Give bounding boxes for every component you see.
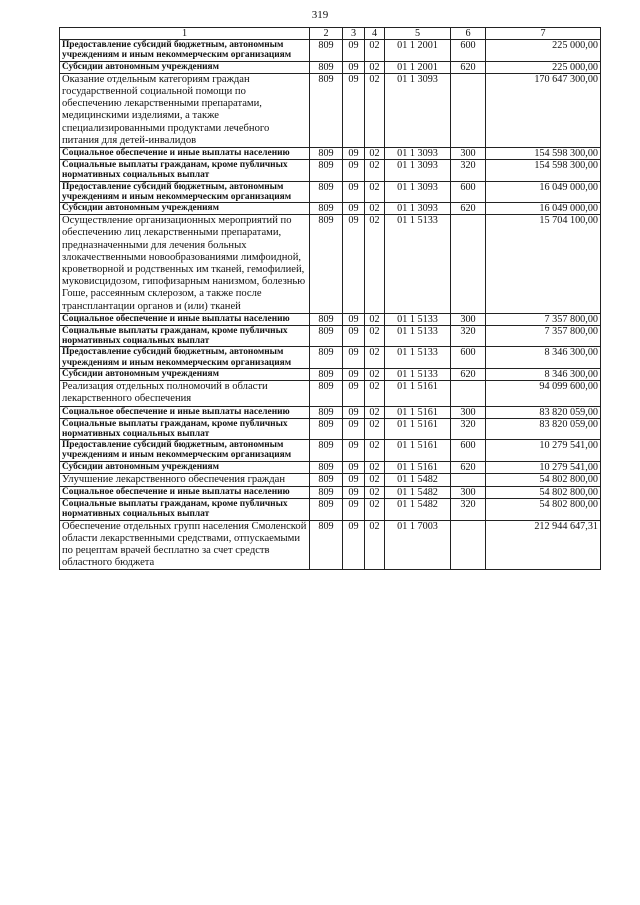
amount-cell: 16 049 000,00 [486, 203, 601, 215]
section-code-cell: 09 [343, 473, 365, 486]
target-article-cell: 01 1 5133 [385, 326, 451, 347]
item-name-cell: Предоставление субсидий бюджетным, автономным учреждениям и иным некоммерческим организациям [60, 40, 310, 61]
target-article-cell: 01 1 5161 [385, 406, 451, 418]
subsection-code-cell: 02 [365, 440, 385, 461]
table-row [60, 440, 601, 461]
table-row [60, 473, 601, 486]
subsection-code-cell: 02 [365, 347, 385, 368]
section-code-cell: 09 [343, 486, 365, 498]
section-code-cell: 09 [343, 181, 365, 202]
amount-cell: 54 802 800,00 [486, 499, 601, 520]
amount-cell: 83 820 059,00 [486, 418, 601, 439]
chapter-code-cell: 809 [310, 326, 343, 347]
subsection-code-cell: 02 [365, 181, 385, 202]
item-name-cell: Социальное обеспечение и иные выплаты населению [60, 406, 310, 418]
page-number: 319 [311, 9, 329, 21]
target-article-cell: 01 1 5161 [385, 381, 451, 406]
subsection-code-cell: 02 [365, 203, 385, 215]
section-code-cell: 09 [343, 215, 365, 314]
table-header-row [60, 28, 601, 40]
item-name-cell: Предоставление субсидий бюджетным, автономным учреждениям и иным некоммерческим организациям [60, 347, 310, 368]
target-article-cell: 01 1 5133 [385, 368, 451, 380]
chapter-code-cell: 809 [310, 181, 343, 202]
amount-cell: 8 346 300,00 [486, 347, 601, 368]
section-code-cell: 09 [343, 520, 365, 570]
chapter-code-cell: 809 [310, 406, 343, 418]
target-article-cell: 01 1 5133 [385, 347, 451, 368]
item-name-cell: Социальное обеспечение и иные выплаты населению [60, 148, 310, 160]
expense-type-cell: 620 [451, 61, 486, 73]
section-code-cell: 09 [343, 499, 365, 520]
chapter-code-cell: 809 [310, 215, 343, 314]
subsection-code-cell: 02 [365, 461, 385, 473]
target-article-cell: 01 1 5133 [385, 313, 451, 325]
expense-type-cell: 600 [451, 181, 486, 202]
table-row [60, 313, 601, 325]
expense-type-cell [451, 215, 486, 314]
subsection-code-cell: 02 [365, 326, 385, 347]
section-code-cell: 09 [343, 313, 365, 325]
table-body [60, 40, 601, 570]
amount-cell: 16 049 000,00 [486, 181, 601, 202]
chapter-code-cell: 809 [310, 461, 343, 473]
subsection-code-cell: 02 [365, 160, 385, 181]
amount-cell: 10 279 541,00 [486, 461, 601, 473]
expense-type-cell: 600 [451, 347, 486, 368]
section-code-cell: 09 [343, 418, 365, 439]
table-row [60, 73, 601, 147]
item-name-cell: Обеспечение отдельных групп населения Смоленской области лекарственными средствами, отпускаемыми по рецептам врачей бесплатно за счет средств областного бюджета [60, 520, 310, 570]
expense-type-cell: 600 [451, 40, 486, 61]
header-cell: 3 [343, 28, 365, 40]
table-row [60, 61, 601, 73]
subsection-code-cell: 02 [365, 61, 385, 73]
amount-cell: 225 000,00 [486, 61, 601, 73]
chapter-code-cell: 809 [310, 160, 343, 181]
subsection-code-cell: 02 [365, 381, 385, 406]
amount-cell: 15 704 100,00 [486, 215, 601, 314]
table-row [60, 326, 601, 347]
item-name-cell: Социальные выплаты гражданам, кроме публичных нормативных социальных выплат [60, 418, 310, 439]
expense-type-cell [451, 520, 486, 570]
table-row [60, 181, 601, 202]
expense-type-cell [451, 473, 486, 486]
subsection-code-cell: 02 [365, 73, 385, 147]
subsection-code-cell: 02 [365, 406, 385, 418]
amount-cell: 7 357 800,00 [486, 326, 601, 347]
target-article-cell: 01 1 5482 [385, 486, 451, 498]
table-row [60, 215, 601, 314]
subsection-code-cell: 02 [365, 486, 385, 498]
item-name-cell: Реализация отдельных полномочий в области лекарственного обеспечения [60, 381, 310, 406]
chapter-code-cell: 809 [310, 313, 343, 325]
header-cell: 6 [451, 28, 486, 40]
amount-cell: 154 598 300,00 [486, 148, 601, 160]
item-name-cell: Оказание отдельным категориям граждан государственной социальной помощи по обеспечению лекарственными препаратами, медицинскими изделиями, а также специализированными продуктами лечебного питания для детей-инвалидов [60, 73, 310, 147]
chapter-code-cell: 809 [310, 499, 343, 520]
table-row [60, 368, 601, 380]
expense-type-cell: 300 [451, 406, 486, 418]
expense-type-cell: 300 [451, 486, 486, 498]
section-code-cell: 09 [343, 73, 365, 147]
section-code-cell: 09 [343, 61, 365, 73]
target-article-cell: 01 1 5482 [385, 473, 451, 486]
expense-type-cell: 320 [451, 326, 486, 347]
table-row [60, 148, 601, 160]
item-name-cell: Социальные выплаты гражданам, кроме публичных нормативных социальных выплат [60, 326, 310, 347]
item-name-cell: Улучшение лекарственного обеспечения граждан [60, 473, 310, 486]
section-code-cell: 09 [343, 368, 365, 380]
section-code-cell: 09 [343, 347, 365, 368]
section-code-cell: 09 [343, 326, 365, 347]
amount-cell: 170 647 300,00 [486, 73, 601, 147]
subsection-code-cell: 02 [365, 499, 385, 520]
subsection-code-cell: 02 [365, 418, 385, 439]
budget-table [59, 27, 601, 570]
amount-cell: 7 357 800,00 [486, 313, 601, 325]
target-article-cell: 01 1 3093 [385, 203, 451, 215]
section-code-cell: 09 [343, 381, 365, 406]
item-name-cell: Социальные выплаты гражданам, кроме публичных нормативных социальных выплат [60, 499, 310, 520]
table-row [60, 381, 601, 406]
section-code-cell: 09 [343, 160, 365, 181]
chapter-code-cell: 809 [310, 73, 343, 147]
target-article-cell: 01 1 2001 [385, 61, 451, 73]
section-code-cell: 09 [343, 203, 365, 215]
expense-type-cell: 320 [451, 499, 486, 520]
subsection-code-cell: 02 [365, 313, 385, 325]
expense-type-cell: 600 [451, 440, 486, 461]
item-name-cell: Субсидии автономным учреждениям [60, 61, 310, 73]
expense-type-cell: 620 [451, 203, 486, 215]
chapter-code-cell: 809 [310, 381, 343, 406]
target-article-cell: 01 1 5161 [385, 418, 451, 439]
target-article-cell: 01 1 3093 [385, 73, 451, 147]
chapter-code-cell: 809 [310, 473, 343, 486]
chapter-code-cell: 809 [310, 418, 343, 439]
chapter-code-cell: 809 [310, 61, 343, 73]
table-row [60, 486, 601, 498]
chapter-code-cell: 809 [310, 148, 343, 160]
header-cell: 7 [486, 28, 601, 40]
table-row [60, 40, 601, 61]
table-row [60, 418, 601, 439]
amount-cell: 94 099 600,00 [486, 381, 601, 406]
target-article-cell: 01 1 5482 [385, 499, 451, 520]
chapter-code-cell: 809 [310, 486, 343, 498]
expense-type-cell: 620 [451, 461, 486, 473]
target-article-cell: 01 1 3093 [385, 181, 451, 202]
amount-cell: 54 802 800,00 [486, 486, 601, 498]
item-name-cell: Предоставление субсидий бюджетным, автономным учреждениям и иным некоммерческим организациям [60, 440, 310, 461]
subsection-code-cell: 02 [365, 368, 385, 380]
section-code-cell: 09 [343, 40, 365, 61]
item-name-cell: Социальное обеспечение и иные выплаты населению [60, 313, 310, 325]
target-article-cell: 01 1 5133 [385, 215, 451, 314]
target-article-cell: 01 1 5161 [385, 461, 451, 473]
table-row [60, 203, 601, 215]
target-article-cell: 01 1 5161 [385, 440, 451, 461]
amount-cell: 154 598 300,00 [486, 160, 601, 181]
expense-type-cell: 320 [451, 418, 486, 439]
expense-type-cell: 620 [451, 368, 486, 380]
item-name-cell: Субсидии автономным учреждениям [60, 461, 310, 473]
subsection-code-cell: 02 [365, 473, 385, 486]
amount-cell: 225 000,00 [486, 40, 601, 61]
table-row [60, 160, 601, 181]
target-article-cell: 01 1 3093 [385, 148, 451, 160]
item-name-cell: Субсидии автономным учреждениям [60, 203, 310, 215]
item-name-cell: Предоставление субсидий бюджетным, автономным учреждениям и иным некоммерческим организациям [60, 181, 310, 202]
chapter-code-cell: 809 [310, 40, 343, 61]
header-cell: 5 [385, 28, 451, 40]
table-row [60, 499, 601, 520]
header-cell: 4 [365, 28, 385, 40]
section-code-cell: 09 [343, 440, 365, 461]
expense-type-cell: 300 [451, 148, 486, 160]
section-code-cell: 09 [343, 461, 365, 473]
expense-type-cell: 320 [451, 160, 486, 181]
subsection-code-cell: 02 [365, 148, 385, 160]
chapter-code-cell: 809 [310, 368, 343, 380]
item-name-cell: Социальные выплаты гражданам, кроме публичных нормативных социальных выплат [60, 160, 310, 181]
chapter-code-cell: 809 [310, 347, 343, 368]
subsection-code-cell: 02 [365, 215, 385, 314]
expense-type-cell [451, 381, 486, 406]
expense-type-cell [451, 73, 486, 147]
item-name-cell: Субсидии автономным учреждениям [60, 368, 310, 380]
chapter-code-cell: 809 [310, 440, 343, 461]
table-row [60, 347, 601, 368]
subsection-code-cell: 02 [365, 520, 385, 570]
table-row [60, 461, 601, 473]
subsection-code-cell: 02 [365, 40, 385, 61]
amount-cell: 83 820 059,00 [486, 406, 601, 418]
table-row [60, 520, 601, 570]
target-article-cell: 01 1 3093 [385, 160, 451, 181]
section-code-cell: 09 [343, 406, 365, 418]
amount-cell: 8 346 300,00 [486, 368, 601, 380]
amount-cell: 212 944 647,31 [486, 520, 601, 570]
section-code-cell: 09 [343, 148, 365, 160]
header-cell: 2 [310, 28, 343, 40]
chapter-code-cell: 809 [310, 203, 343, 215]
chapter-code-cell: 809 [310, 520, 343, 570]
amount-cell: 54 802 800,00 [486, 473, 601, 486]
header-cell: 1 [60, 28, 310, 40]
expense-type-cell: 300 [451, 313, 486, 325]
target-article-cell: 01 1 2001 [385, 40, 451, 61]
target-article-cell: 01 1 7003 [385, 520, 451, 570]
amount-cell: 10 279 541,00 [486, 440, 601, 461]
item-name-cell: Социальное обеспечение и иные выплаты населению [60, 486, 310, 498]
item-name-cell: Осуществление организационных мероприятий по обеспечению лиц лекарственными препаратами, предназначенными для лечения больных злокачественными новообразованиями лимфоидной, кроветворной и родственных им тканей, гемофилией, муковисцидозом, гипофизарным нанизмом, болезнью Гоше, рассеянным склерозом, а также после трансплантации органов и (или) тканей [60, 215, 310, 314]
table-row [60, 406, 601, 418]
